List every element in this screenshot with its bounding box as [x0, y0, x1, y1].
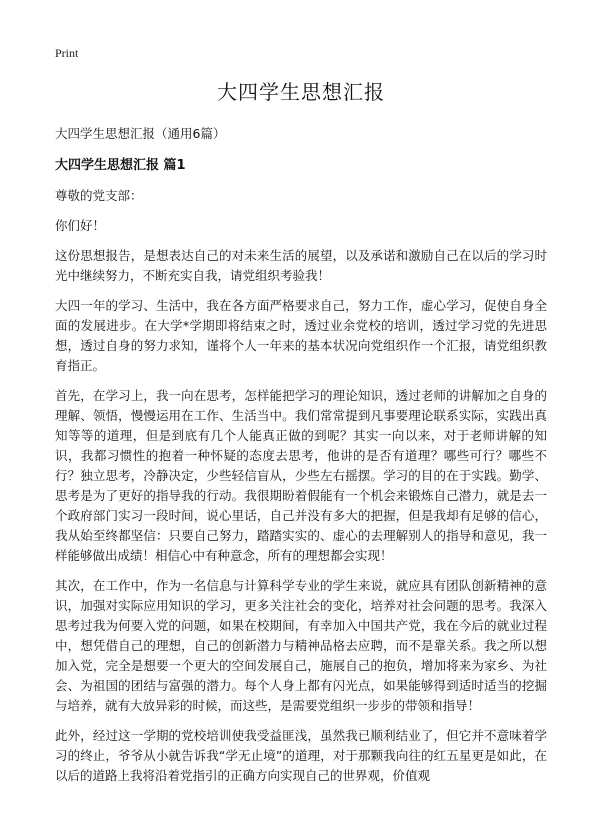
document-subtitle: 大四学生思想汇报（通用6篇） — [55, 126, 226, 141]
greeting: 你们好！ — [55, 218, 106, 233]
document-body — [55, 78, 547, 796]
paragraph-overview: 大四一年的学习、生活中，我在各方面严格要求自己，努力工作，虚心学习，促使自身全面的发展进步。在大学*学期即将结束之时，透过业余党校的培训，透过学习党的先进思想，透过自身的努力求知，谨将个人一年来的基本状况向党组织作一个汇报，请党组织教育指正。 — [55, 298, 547, 373]
section-heading: 大四学生思想汇报 篇1 — [55, 158, 186, 173]
salutation: 尊敬的党支部： — [55, 188, 143, 203]
document-title: 大四学生思想汇报 — [217, 80, 385, 104]
paragraph-work: 其次，在工作中，作为一名信息与计算科学专业的学生来说，就应具有团队创新精神的意识，加强对实际应用知识的学习，更多关注社会的变化，培养对社会问题的思考。我深入思考过我为何要入党的问题，如果在校期间，有幸加入中国共产党，我在今后的就业过程中，想凭借自己的理想，自己的创新潜力与精神品格去应聘，而不是靠关系。我之所以想加入党，完全是想要一个更大的空间发展自己，施展自己的抱负，增加将来为家乡、为社会、为祖国的团结与富强的潜力。每个人身上都有闪光点，如果能够得到适时适当的挖掘与培养，就有大放异彩的时候，而这些，是需要党组织一步步的带领和指导！ — [55, 578, 547, 713]
print-link[interactable]: Print — [55, 46, 79, 60]
paragraph-training: 此外，经过这一学期的党校培训使我受益匪浅，虽然我已顺利结业了，但它并不意味着学习的终止，爷爷从小就告诉我“学无止境”的道理，对于那颗我向往的红五星更是如此，在以后的道路上我将沿着党指引的正确方向实现自己的世界观，价值观 — [55, 728, 547, 783]
paragraph-study: 首先，在学习上，我一向在思考，怎样能把学习的理论知识，透过老师的讲解加之自身的理解、领悟，慢慢运用在工作、生活当中。我们常常提到凡事要理论联系实际，实践出真知等等的道理，但是到底有几个人能真正做的到呢？其实一向以来，对于老师讲解的知识，我都习惯性的抱着一种怀疑的态度去思考，他讲的是否有道理？哪些可行？哪些不行？独立思考，冷静决定，少些轻信盲从，少些左右摇摆。学习的目的在于实践。勤学、思考是为了更好的指导我的行动。我很期盼着假能有一个机会来锻炼自己潜力，就是去一个政府部门实习一段时间，说心里话，自己并没有多大的把握，但是我却有足够的信心，我从始至终都坚信：只要自己努力，踏踏实实的、虚心的去理解别人的指导和意见，我一样能够做出成绩！相信心中有种意念，所有的理想都会实现！ — [55, 388, 547, 563]
paragraph-intro: 这份思想报告，是想表达自己的对未来生活的展望，以及承诺和激励自己在以后的学习时光中继续努力，不断充实自我，请党组织考验我！ — [55, 248, 547, 283]
